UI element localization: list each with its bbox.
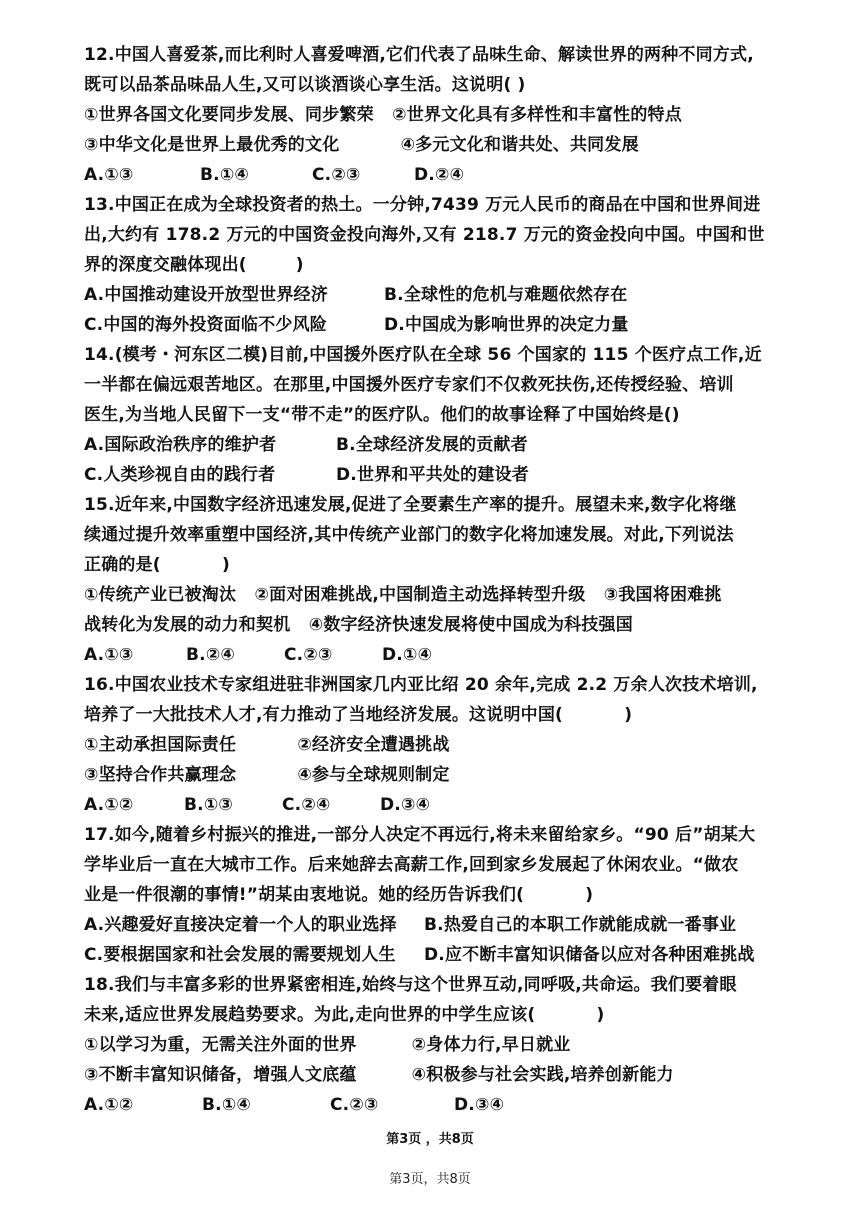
option-a: A.①③	[84, 645, 134, 665]
statement-line: ①以学习为重，无需关注外面的世界 ②身体力行,早日就业	[84, 1035, 571, 1055]
question-stem-line: 17.如今,随着乡村振兴的推进,一部分人决定不再远行,将未来留给家乡。“90 后”胡某大	[84, 825, 756, 845]
option-d: D.应不断丰富知识储备以应对各种困难挑战	[424, 945, 755, 965]
statement-line: ①传统产业已被淘汰 ②面对困难挑战,中国制造主动选择转型升级 ③我国将困难挑	[84, 585, 722, 605]
question-stem-line: 一半都在偏远艰苦地区。在那里,中国援外医疗专家们不仅救死扶伤,还传授经验、培训	[84, 375, 734, 395]
question-stem-line: 14.(模考・河东区二模)目前,中国援外医疗队在全球 56 个国家的 115 个医疗点工作,近	[84, 345, 762, 365]
answer-options	[84, 310, 794, 340]
question-stem-line: 13.中国正在成为全球投资者的热土。一分钟,7439 万元人民币的商品在中国和世界间进	[84, 195, 761, 215]
question-stem-line: 培养了一大批技术人才,有力推动了当地经济发展。这说明中国( )	[84, 705, 633, 725]
option-a: A.兴趣爱好直接决定着一个人的职业选择	[84, 915, 397, 935]
answer-options	[84, 790, 794, 820]
statement-line: ③坚持合作共赢理念 ④参与全球规则制定	[84, 765, 450, 785]
statement-line: 战转化为发展的动力和契机 ④数字经济快速发展将使中国成为科技强国	[84, 615, 633, 635]
question-16	[84, 670, 794, 820]
question-stem-line: 医生,为当地人民留下一支“带不走”的医疗队。他们的故事诠释了中国始终是()	[84, 405, 680, 425]
option-a: A.国际政治秩序的维护者	[84, 435, 277, 455]
answer-options	[84, 280, 794, 310]
option-b: B.②④	[186, 645, 236, 665]
option-d: D.①④	[382, 645, 433, 665]
option-a: A.①②	[84, 1095, 134, 1115]
question-stem-line: 出,大约有 178.2 万元的中国资金投向海外,又有 218.7 万元的资金投向中国。中国和世	[84, 225, 765, 245]
option-d: D.②④	[414, 165, 465, 185]
question-stem-line: 界的深度交融体现出( )	[84, 255, 304, 275]
option-c: C.要根据国家和社会发展的需要规划人生	[84, 945, 396, 965]
page-number-footer: 第3页，共8页	[389, 1172, 471, 1187]
question-stem-line: 18.我们与丰富多彩的世界紧密相连,始终与这个世界互动,同呼吸,共命运。我们要着眼	[84, 975, 737, 995]
question-stem-line: 12.中国人喜爱茶,而比利时人喜爱啤酒,它们代表了品味生命、解读世界的两种不同方式,	[84, 45, 754, 65]
option-c: C.②③	[284, 645, 333, 665]
page-number: 第3页 ，共8页	[386, 1132, 474, 1147]
option-c: C.人类珍视自由的践行者	[84, 465, 276, 485]
option-c: C.中国的海外投资面临不少风险	[84, 315, 327, 335]
option-d: D.中国成为影响世界的决定力量	[384, 315, 629, 335]
question-stem-line: 既可以品茶品味品人生,又可以谈酒谈心享生活。这说明( )	[84, 75, 526, 95]
question-stem-line: 15.近年来,中国数字经济迅速发展,促进了全要素生产率的提升。展望未来,数字化将继	[84, 495, 737, 515]
option-b: B.全球性的危机与难题依然存在	[384, 285, 628, 305]
question-stem-line: 续通过提升效率重塑中国经济,其中传统产业部门的数字化将加速发展。对此,下列说法	[84, 525, 734, 545]
option-d: D.③④	[454, 1095, 505, 1115]
question-18	[84, 970, 794, 1120]
option-d: D.③④	[380, 795, 431, 815]
answer-options	[84, 430, 794, 460]
statement-line: ①世界各国文化要同步发展、同步繁荣 ②世界文化具有多样性和丰富性的特点	[84, 105, 682, 125]
option-b: B.①③	[184, 795, 234, 815]
option-b: B.①④	[202, 1095, 252, 1115]
question-stem-line: 未来,适应世界发展趋势要求。为此,走向世界的中学生应该( )	[84, 1005, 605, 1025]
option-b: B.热爱自己的本职工作就能成就一番事业	[424, 915, 737, 935]
question-17	[84, 820, 794, 970]
answer-options	[84, 910, 794, 940]
option-c: C.②③	[330, 1095, 379, 1115]
question-15	[84, 490, 794, 670]
option-a: A.中国推动建设开放型世界经济	[84, 285, 328, 305]
question-14	[84, 340, 794, 490]
option-a: A.①②	[84, 795, 134, 815]
statement-line: ③不断丰富知识储备，增强人文底蕴 ④积极参与社会实践,培养创新能力	[84, 1065, 674, 1085]
question-stem-line: 16.中国农业技术专家组进驻非洲国家几内亚比绍 20 余年,完成 2.2 万余人次技术培训,	[84, 675, 758, 695]
question-stem-line: 业是一件很潮的事情!”胡某由衷地说。她的经历告诉我们( )	[84, 885, 594, 905]
option-d: D.世界和平共处的建设者	[336, 465, 529, 485]
question-13	[84, 190, 794, 340]
statement-line: ③中华文化是世界上最优秀的文化 ④多元文化和谐共处、共同发展	[84, 135, 639, 155]
option-b: B.全球经济发展的贡献者	[336, 435, 528, 455]
option-c: C.②③	[312, 165, 361, 185]
answer-options	[84, 640, 794, 670]
answer-options	[84, 460, 794, 490]
question-stem-line: 正确的是( )	[84, 555, 230, 575]
option-a: A.①③	[84, 165, 134, 185]
statement-line: ①主动承担国际责任 ②经济安全遭遇挑战	[84, 735, 450, 755]
answer-options	[84, 940, 794, 970]
option-c: C.②④	[282, 795, 331, 815]
answer-options	[84, 1090, 794, 1120]
question-stem-line: 学毕业后一直在大城市工作。后来她辞去高薪工作,回到家乡发展起了休闲农业。“做农	[84, 855, 739, 875]
question-12	[84, 40, 794, 190]
option-b: B.①④	[200, 165, 250, 185]
answer-options	[84, 160, 794, 190]
questions-container	[84, 40, 794, 1120]
